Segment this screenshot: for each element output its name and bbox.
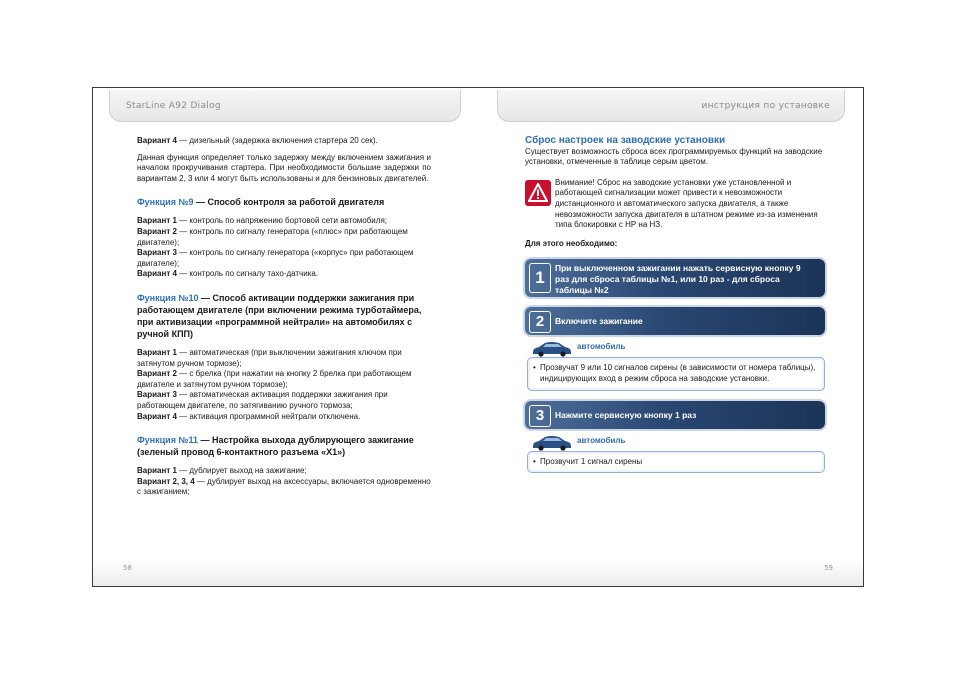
function-10-heading: Функция №10 — Способ активации поддержки зажигания при работающем двигателе (при включении режима турботаймера, при активизации «программной нейтрали» на автомобилях с ручной КПП) (137, 292, 422, 339)
function-9-heading: Функция №9 — Способ контроля за работой двигателя (137, 197, 385, 208)
bullet-icon: • (533, 363, 536, 373)
f9-variant-1: Вариант 1 — контроль по напряжению бортовой сети автомобиля; (137, 216, 387, 226)
step-text: При выключенном зажигании нажать сервисную кнопку 9 раз для сброса таблицы №1, или 10 раз - для сброса таблицы №2 (555, 263, 801, 296)
warning-text: Внимание! Сброс на заводские установки уже установленной и работающей сигнализации может привести к невозможности дистанционного и автоматического запуска двигателя, а также невозможности запуска двигателя в штатном режиме из-за изменения типа блокировки с НР на НЗ. (555, 177, 818, 230)
section-title: Сброс настроек на заводские установки (525, 135, 726, 146)
step-text: Включите зажигание (555, 316, 643, 327)
procedure-label: Для этого необходимо: (525, 238, 618, 248)
warning-icon (525, 180, 551, 206)
warning-block (525, 178, 825, 231)
right-header: инструкция по установке (497, 90, 845, 122)
right-page-content (525, 136, 825, 473)
car-response-1 (527, 341, 825, 390)
car-label: автомобиль (577, 342, 626, 352)
car-icon (531, 341, 573, 357)
intro-paragraph: Данная функция определяет только задержку между включением зажигания и началом прокручивания стартера. При необходимости большие задержки по вариантам 2, 3 или 4 могут быть использованы и для бензиновых двигателей. (137, 152, 431, 183)
page-footer (93, 560, 863, 586)
f10-variant-4: Вариант 4 — активация программной нейтрали отключена. (137, 411, 361, 421)
step-1 (525, 259, 825, 297)
bullet-icon: • (533, 456, 536, 466)
manual-spread (92, 87, 864, 587)
f9-variant-4: Вариант 4 — контроль по сигналу тахо-датчика. (137, 269, 319, 279)
response-text: Прозвучат 9 или 10 сигналов сирены (в зависимости от номера таблицы), индицирующих вход в режим сброса на заводские установки. (540, 363, 816, 383)
response-box (527, 451, 825, 474)
step-number: 1 (529, 263, 551, 293)
step-3 (525, 401, 825, 429)
f10-variant-3: Вариант 3 — автоматическая активация поддержки зажигания при работающем двигателе, по затягиванию ручного тормоза; (137, 390, 388, 410)
response-text: Прозвучит 1 сигнал сирены (540, 456, 643, 466)
f10-variant-2: Вариант 2 — с брелка (при нажатии на кнопку 2 брелка при работающем двигателе и затянутом ручном тормозе); (137, 369, 412, 389)
page-number-right: 59 (824, 564, 833, 572)
f9-variant-3: Вариант 3 — контроль по сигналу генератора («корпус» при работающем двигателе); (137, 248, 414, 268)
f11-variant-1: Вариант 1 — дублирует выход на зажигание; (137, 466, 307, 476)
f11-variant-2-3-4: Вариант 2, 3, 4 — дублирует выход на аксессуары, включается одновременно с зажиганием; (137, 476, 431, 497)
left-page-content (137, 136, 431, 498)
car-response-2 (527, 435, 825, 474)
f9-variant-2: Вариант 2 — контроль по сигналу генератора («плюс» при работающем двигателе); (137, 226, 408, 247)
reset-intro: Существует возможность сброса всех программируемых функций на заводские установки, отмеченные в таблице серым цветом. (525, 146, 823, 167)
response-box (527, 357, 825, 390)
car-icon (531, 435, 573, 451)
page-number-left: 58 (123, 564, 132, 572)
left-header: StarLine A92 Dialog (109, 90, 461, 122)
step-number: 3 (529, 405, 551, 427)
step-2 (525, 307, 825, 335)
function-11-heading: Функция №11 — Настройка выхода дублирующего зажигание (зеленый провод 6-контактного разъема «X1») (137, 435, 414, 458)
step-text: Нажмите сервисную кнопку 1 раз (555, 409, 697, 420)
f10-variant-1: Вариант 1 — автоматическая (при выключении зажигания ключом при затянутом ручном тормозе); (137, 347, 402, 368)
step-number: 2 (529, 311, 551, 333)
intro-variant-4: Вариант 4 — дизельный (задержка включения стартера 20 сек). (137, 136, 378, 145)
car-label: автомобиль (577, 435, 626, 445)
